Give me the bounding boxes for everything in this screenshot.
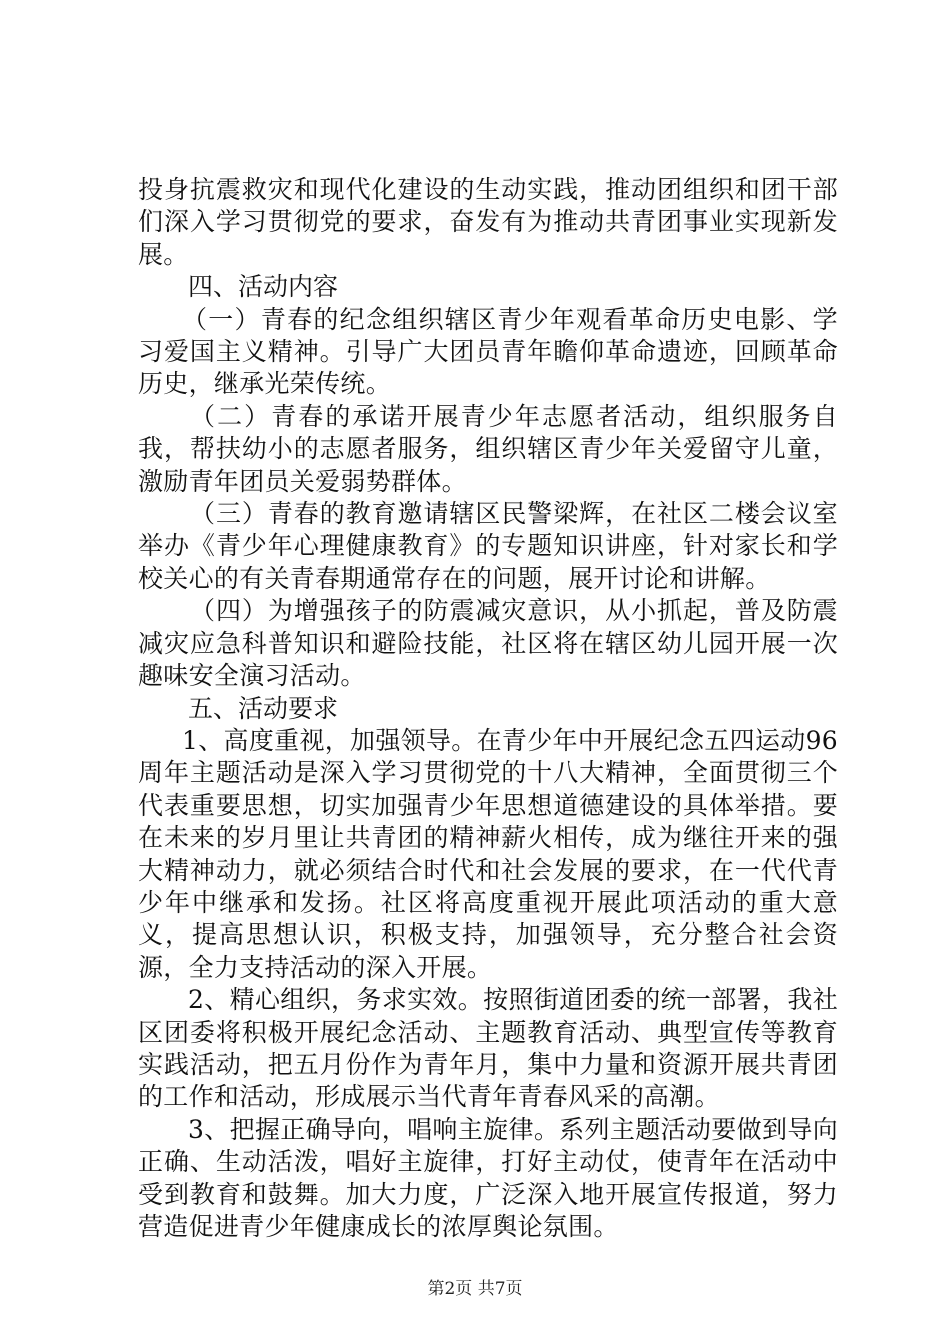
document-body	[138, 174, 838, 1243]
page-number-footer: 第2页 共7页	[427, 1279, 523, 1299]
paragraph-requirement-2: 2、精心组织，务求实效。按照街道团委的统一部署，我社区团委将积极开展纪念活动、主题教育活动、典型宣传等教育实践活动，把五月份作为青年月，集中力量和资源开展共青团的工作和活动，形成展示当代青年青春风采的高潮。	[138, 985, 838, 1112]
paragraph-requirement-3: 3、把握正确导向，唱响主旋律。系列主题活动要做到导向正确、生动活泼，唱好主旋律，打好主动仗，使青年在活动中受到教育和鼓舞。加大力度，广泛深入地开展宣传报道，努力营造促进青少年健康成长的浓厚舆论氛围。	[138, 1114, 838, 1241]
paragraph-item-2: （二）青春的承诺开展青少年志愿者活动，组织服务自我，帮扶幼小的志愿者服务，组织辖区青少年关爱留守儿童，激励青年团员关爱弱势群体。	[138, 401, 838, 496]
section-heading-activity-requirements: 五、活动要求	[188, 693, 339, 723]
paragraph-requirement-1: 1、高度重视，加强领导。在青少年中开展纪念五四运动96周年主题活动是深入学习贯彻党的十八大精神，全面贯彻三个代表重要思想，切实加强青少年思想道德建设的具体举措。要在未来的岁月里让共青团的精神薪火相传，成为继往开来的强大精神动力，就必须结合时代和社会发展的要求，在一代代青少年中继承和发扬。社区将高度重视开展此项活动的重大意义，提高思想认识，积极支持，加强领导，充分整合社会资源，全力支持活动的深入开展。	[138, 725, 838, 982]
paragraph-intro-continued: 投身抗震救灾和现代化建设的生动实践，推动团组织和团干部们深入学习贯彻党的要求，奋发有为推动共青团事业实现新发展。	[138, 175, 838, 269]
paragraph-item-1: （一）青春的纪念组织辖区青少年观看革命历史电影、学习爱国主义精神。引导广大团员青年瞻仰革命遗迹，回顾革命历史，继承光荣传统。	[138, 304, 838, 399]
paragraph-item-3: （三）青春的教育邀请辖区民警梁辉，在社区二楼会议室举办《青少年心理健康教育》的专题知识讲座，针对家长和学校关心的有关青春期通常存在的问题，展开讨论和讲解。	[138, 499, 838, 593]
paragraph-item-4: （四）为增强孩子的防震减灾意识，从小抓起，普及防震减灾应急科普知识和避险技能，社区将在辖区幼儿园开展一次趣味安全演习活动。	[138, 596, 838, 691]
section-heading-activity-content: 四、活动内容	[188, 272, 339, 302]
